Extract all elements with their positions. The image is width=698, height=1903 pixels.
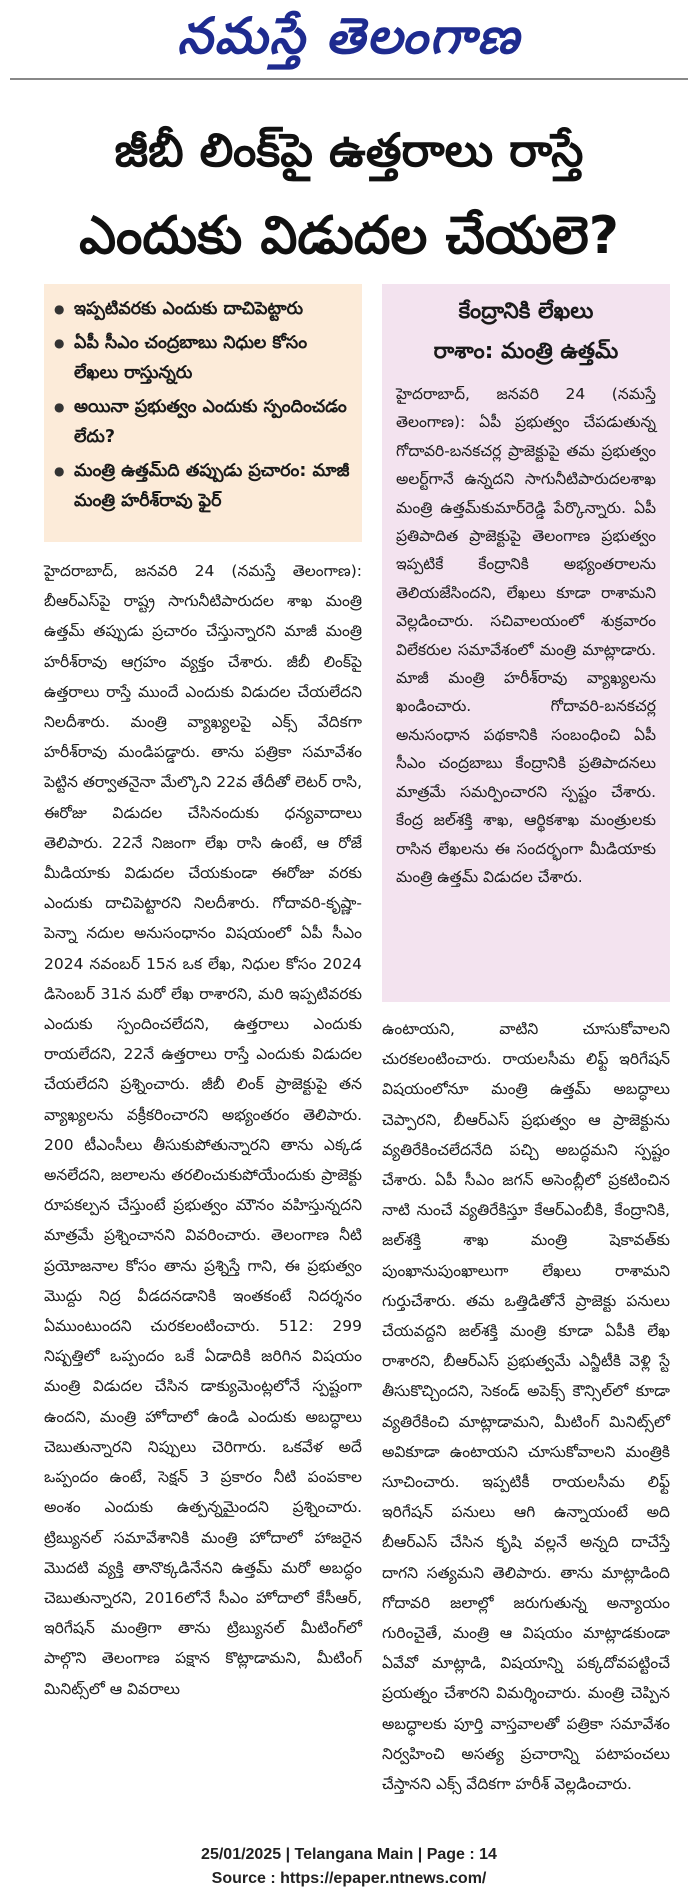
newspaper-logo: నమస్తే తెలంగాణ — [177, 6, 521, 65]
sidebar-body: హైదరాబాద్, జనవరి 24 (నమస్తే తెలంగాణ): ఏపీ ప్రభుత్వం చేపడుతున్న గోదావరి-బనకచర్ల ప్రాజెక్టుపై తమ ప్రభుత్వం అలర్ట్‌గానే ఉన్నదని సాగునీటిపారుదలశాఖ మంత్రి ఉత్తమ్‌కుమార్‌రెడ్డి పేర్కొన్నారు. ఏపీ ప్రతిపాదిత ప్రాజెక్టుపై తెలంగాణ ప్రభుత్వం ఇప్పటికే కేంద్రానికి అభ్యంతరాలను తెలియజేసిందని, లేఖలు కూడా రాశామని వెల్లడించారు. సచివాలయంలో శుక్రవారం విలేకరుల సమావేశంలో మంత్రి మాట్లాడారు. మాజీ మంత్రి హరీశ్‌రావు వ్యాఖ్యలను ఖండించారు. గోదావరి-బనకచర్ల అనుసంధాన పథకానికి సంబంధించి ఏపీ సీఎం చంద్రబాబు కేంద్రానికి ప్రతిపాదనలు మాత్రమే సమర్పించారని స్పష్టం చేశారు. కేంద్ర జల్‌శక్తి శాఖ, ఆర్థికశాఖ మంత్రులకు రాసిన లేఖలను ఈ సందర్భంగా మీడియాకు మంత్రి ఉత్తమ్ విడుదల చేశారు. — [396, 385, 656, 886]
highlight-item: ● ఇప్పటివరకు ఎందుకు దాచిపెట్టారు — [74, 294, 354, 324]
masthead — [0, 0, 698, 72]
headline-line-2: ఎందుకు విడుదల చేయలె? — [79, 206, 619, 266]
highlight-item: ● ఏపీ సీఎం చంద్రబాబు నిధుల కోసం లేఖలు రాస్తున్నరు — [74, 328, 354, 388]
masthead-divider — [10, 78, 688, 80]
headline-line-1: జీబీ లింక్‌పై ఉత్తరాలు రాస్తే — [114, 123, 584, 177]
highlights-box — [44, 284, 362, 542]
article-column-right: ఉంటాయని, వాటిని చూసుకోవాలని చురకలంటించారు. రాయలసీమ లిఫ్ట్ ఇరిగేషన్ విషయంలోనూ మంత్రి ఉత్తమ్ అబద్ధాలు చెప్పారని, బీఆర్‌ఎస్ ప్రభుత్వం ఆ ప్రాజెక్టును వ్యతిరేకించలేదనేది పచ్చి అబద్ధమని స్పష్టం చేశారు. ఏపీ సీఎం జగన్ అసెంబ్లీలో ప్రకటించిన నాటి నుంచే వ్యతిరేకిస్తూ కేఆర్‌ఎంబీకి, కేంద్రానికి, జల్‌శక్తి శాఖ మంత్రి షెకావత్‌కు పుంఖానుపుంఖాలుగా లేఖలు రాశామని గుర్తుచేశారు. తమ ఒత్తిడితోనే ప్రాజెక్టు పనులు చేయవద్దని జల్‌శక్తి మంత్రి కూడా ఏపీకి లేఖ రాశారని, బీఆర్‌ఎస్ ప్రభుత్వమే ఎన్జీటీకి వెళ్లి స్టే తీసుకొచ్చిందని, సెకండ్ అపెక్స్ కౌన్సిల్‌లో కూడా వ్యతిరేకించి మాట్లాడామని, మీటింగ్ మినిట్స్‌లో అవికూడా ఉంటాయని చూసుకోవాలని మంత్రికి సూచించారు. ఇప్పటికీ రాయలసీమ లిఫ్ట్ ఇరిగేషన్ పనులు ఆగి ఉన్నాయంటే అది బీఆర్‌ఎస్ చేసిన కృషి వల్లనే అన్నది దాచేస్తే దాగని సత్యమని తెలిపారు. తాను మాట్లాడింది గోదావరి జలాల్లో జరుగుతున్న అన్యాయం గురించైతే, మంత్రి ఆ విషయం మాట్లాడకుండా ఏవేవో మాట్లాడి, విషయాన్ని పక్కదోవపట్టించే ప్రయత్నం చేశారని విమర్శించారు. మంత్రి చెప్పిన అబద్ధాలకు పూర్తి వాస్తవాలతో పత్రికా సమావేశం నిర్వహించి అసత్య ప్రచారాన్ని పటాపంచలు చేస్తానని ఎక్స్ వేదికగా హరీశ్ వెల్లడించారు. — [382, 1020, 670, 1794]
sidebar-headline-line-1: కేంద్రానికి లేఖలు — [458, 299, 594, 324]
sidebar-headline-line-2: రాశాం: మంత్రి ఉత్తమ్ — [433, 339, 619, 364]
footer-edition-info: 25/01/2025 | Telangana Main | Page : 14 — [201, 1846, 497, 1863]
footer-source: Source : https://epaper.ntnews.com/ — [211, 1870, 487, 1887]
article-column-left: హైదరాబాద్, జనవరి 24 (నమస్తే తెలంగాణ): బీఆర్‌ఎస్‌పై రాష్ట్ర సాగునీటిపారుదల శాఖ మంత్రి ఉత్తమ్ తప్పుడు ప్రచారం చేస్తున్నారని మాజీ మంత్రి హరీశ్‌రావు ఆగ్రహం వ్యక్తం చేశారు. జీబీ లింక్‌పై ఉత్తరాలు రాస్తే ముందే ఎందుకు విడుదల చేయలేదని నిలదీశారు. మంత్రి వ్యాఖ్యలపై ఎక్స్ వేదికగా హరీశ్‌రావు మండిపడ్డారు. తాను పత్రికా సమావేశం పెట్టిన తర్వాతనైనా మేల్కొని 22వ తేదీతో లెటర్ రాసి, ఈరోజు విడుదల చేసినందుకు ధన్యవాదాలు తెలిపారు. 22నే నిజంగా లేఖ రాసి ఉంటే, ఆ రోజే మీడియాకు విడుదల చేయకుండా ఈరోజు వరకు ఎందుకు దాచిపెట్టారని నిలదీశారు. గోదావరి-కృష్ణా-పెన్నా నదుల అనుసంధానం విషయంలో ఏపీ సీఎం 2024 నవంబర్ 15న ఒక లేఖ, నిధుల కోసం 2024 డిసెంబర్ 31న మరో లేఖ రాశారని, మరి ఇప్పటివరకు ఎందుకు స్పందించలేదని, ఉత్తరాలు ఎందుకు రాయలేదని, 22నే ఉత్తరాలు రాస్తే ఎందుకు విడుదల చేయలేదని ప్రశ్నించారు. జీబీ లింక్ ప్రాజెక్టుపై తన వ్యాఖ్యలను వక్రీకరించారని అభ్యంతరం తెలిపారు. 200 టీఎంసీలు తీసుకుపోతున్నారని తాను ఎక్కడ అనలేదని, జలాలను తరలించుకుపోయేందుకు ప్రాజెక్టు రూపకల్పన చేస్తుంటే ప్రభుత్వం మౌనం వహిస్తున్నదని మాత్రమే ప్రశ్నించానని వివరించారు. తెలంగాణ నీటి ప్రయోజనాల కోసం తాను ప్రశ్నిస్తే గాని, ఈ ప్రభుత్వం మొద్దు నిద్ర వీడదనడానికి ఇంతకంటే నిదర్శనం ఏముంటుందని చురకలంటించారు. 512: 299 నిష్పత్తిలో ఒప్పందం ఒకే ఏడాదికి జరిగిన విషయం మంత్రి విడుదల చేసిన డాక్యుమెంట్లలోనే స్పష్టంగా ఉందని, మంత్రి హోదాలో ఉండి ఎందుకు అబద్ధాలు చెబుతున్నారని నిప్పులు చెరిగారు. ఒకవేళ అదే ఒప్పందం ఉంటే, సెక్షన్ 3 ప్రకారం నీటి పంపకాల అంశం ఎందుకు ఉత్పన్నమైందని ప్రశ్నించారు. ట్రిబ్యునల్ సమావేశానికి మంత్రి హోదాలో హాజరైన మొదటి వ్యక్తి తానొక్కడినేనని ఉత్తమ్ మరో అబద్ధం చెబుతున్నారని, 2016లోనే సీఎం హోదాలో కేసీఆర్, ఇరిగేషన్ మంత్రిగా తాను ట్రిబ్యునల్ మీటింగ్‌లో పాల్గొని తెలంగాణ పక్షాన కొట్లాడామని, మీటింగ్ మినిట్స్‌లో ఆ వివరాలు — [44, 562, 362, 1698]
highlights-list — [44, 284, 362, 516]
sidebar-headline — [382, 284, 670, 372]
sidebar-story — [382, 284, 670, 1002]
highlight-item: ● మంత్రి ఉత్తమ్‌ది తప్పుడు ప్రచారం: మాజీ మంత్రి హరీశ్‌రావు ఫైర్ — [74, 456, 354, 516]
highlight-item: ● అయినా ప్రభుత్వం ఎందుకు స్పందించడం లేదు? — [74, 392, 354, 452]
